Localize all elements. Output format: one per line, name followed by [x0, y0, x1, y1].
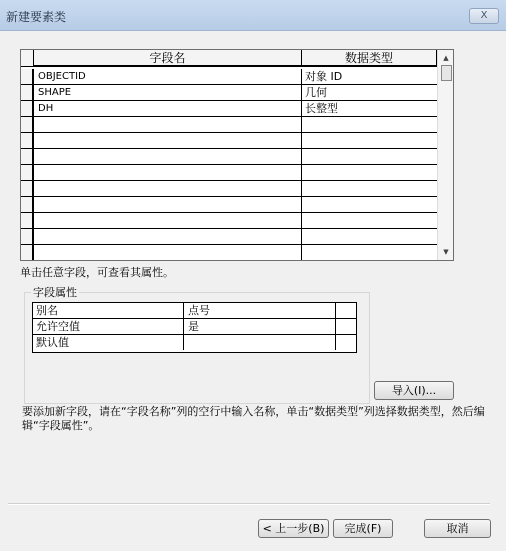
property-value-cell[interactable]: 是 — [184, 319, 336, 334]
data-type-cell[interactable]: 长整型 — [305, 102, 338, 115]
vertical-scrollbar[interactable] — [437, 50, 454, 260]
field-row[interactable] — [21, 69, 437, 85]
data-type-cell[interactable] — [302, 149, 437, 164]
row-selector[interactable] — [21, 245, 34, 260]
field-row[interactable] — [21, 229, 437, 245]
dialog-body — [0, 31, 506, 551]
field-row[interactable] — [21, 149, 437, 165]
property-extra-cell — [336, 303, 356, 318]
field-grid-rows — [21, 69, 437, 261]
field-name-cell[interactable]: OBJECTID — [34, 69, 302, 84]
field-row[interactable] — [21, 181, 437, 197]
field-name-cell[interactable] — [34, 133, 302, 148]
data-type-cell[interactable] — [302, 229, 437, 244]
row-selector[interactable] — [21, 117, 34, 132]
row-selector[interactable] — [21, 197, 34, 212]
field-row[interactable] — [21, 85, 437, 101]
row-selector[interactable] — [21, 165, 34, 180]
field-properties-grid — [32, 302, 357, 353]
field-name-cell[interactable] — [34, 197, 302, 212]
field-name-cell[interactable] — [34, 229, 302, 244]
field-name-cell[interactable]: DH — [34, 101, 302, 116]
field-grid — [20, 49, 454, 261]
property-extra-cell — [336, 319, 356, 334]
property-value-cell[interactable] — [184, 335, 336, 350]
data-type-cell[interactable] — [302, 117, 437, 132]
scroll-down-icon[interactable]: ▼ — [443, 248, 449, 256]
row-selector[interactable] — [21, 101, 34, 116]
scroll-thumb[interactable] — [441, 65, 452, 81]
field-name-cell[interactable] — [34, 245, 302, 260]
back-button[interactable]: < 上一步(B) — [258, 519, 329, 538]
field-name-cell[interactable] — [34, 165, 302, 180]
data-type-cell[interactable]: 对象 ID — [305, 70, 343, 83]
row-selector[interactable] — [21, 181, 34, 196]
row-selector[interactable] — [21, 213, 34, 228]
finish-button[interactable]: 完成(F) — [333, 519, 393, 538]
data-type-cell[interactable]: 几何 — [305, 86, 327, 99]
row-selector[interactable] — [21, 69, 34, 84]
field-name-cell[interactable]: SHAPE — [34, 85, 302, 100]
field-row[interactable] — [21, 197, 437, 213]
button-separator — [8, 503, 490, 505]
data-type-cell[interactable] — [302, 197, 437, 212]
row-selector[interactable] — [21, 149, 34, 164]
field-row[interactable] — [21, 133, 437, 149]
property-row[interactable] — [33, 319, 356, 335]
property-name-cell: 默认值 — [33, 335, 184, 350]
data-type-cell[interactable] — [302, 181, 437, 196]
property-row[interactable] — [33, 335, 356, 351]
field-name-cell[interactable] — [34, 213, 302, 228]
field-properties-group — [24, 281, 370, 404]
field-row[interactable] — [21, 165, 437, 181]
column-header-field-name[interactable]: 字段名 — [34, 50, 302, 66]
row-selector-header — [21, 50, 34, 66]
field-row[interactable] — [21, 245, 437, 261]
window-title: 新建要素类 — [6, 10, 67, 24]
field-name-cell[interactable] — [34, 117, 302, 132]
field-row[interactable] — [21, 117, 437, 133]
field-grid-header — [21, 50, 437, 67]
property-value-cell[interactable]: 点号 — [184, 303, 336, 318]
column-header-data-type[interactable]: 数据类型 — [302, 50, 437, 66]
import-button[interactable]: 导入(I)... — [374, 381, 454, 400]
data-type-cell[interactable] — [302, 213, 437, 228]
row-selector[interactable] — [21, 85, 34, 100]
data-type-cell[interactable] — [302, 245, 437, 260]
property-name-cell: 允许空值 — [33, 319, 184, 334]
select-field-hint: 单击任意字段，可查看其属性。 — [20, 266, 174, 279]
close-button[interactable]: X — [469, 8, 499, 24]
add-field-hint: 要添加新字段，请在“字段名称”列的空行中输入名称，单击“数据类型”列选择数据类型，然后编辑“字段属性”。 — [22, 405, 485, 432]
data-type-cell[interactable] — [302, 165, 437, 180]
field-row[interactable] — [21, 101, 437, 117]
field-name-cell[interactable] — [34, 181, 302, 196]
data-type-cell[interactable] — [302, 133, 437, 148]
row-selector[interactable] — [21, 133, 34, 148]
cancel-button[interactable]: 取消 — [424, 519, 491, 538]
property-name-cell: 别名 — [33, 303, 184, 318]
property-extra-cell — [336, 335, 356, 350]
row-selector[interactable] — [21, 229, 34, 244]
title-bar — [0, 0, 506, 31]
field-properties-label: 字段属性 — [33, 286, 77, 299]
field-row[interactable] — [21, 213, 437, 229]
property-row[interactable] — [33, 303, 356, 319]
field-name-cell[interactable] — [34, 149, 302, 164]
scroll-up-icon[interactable]: ▲ — [443, 54, 449, 62]
